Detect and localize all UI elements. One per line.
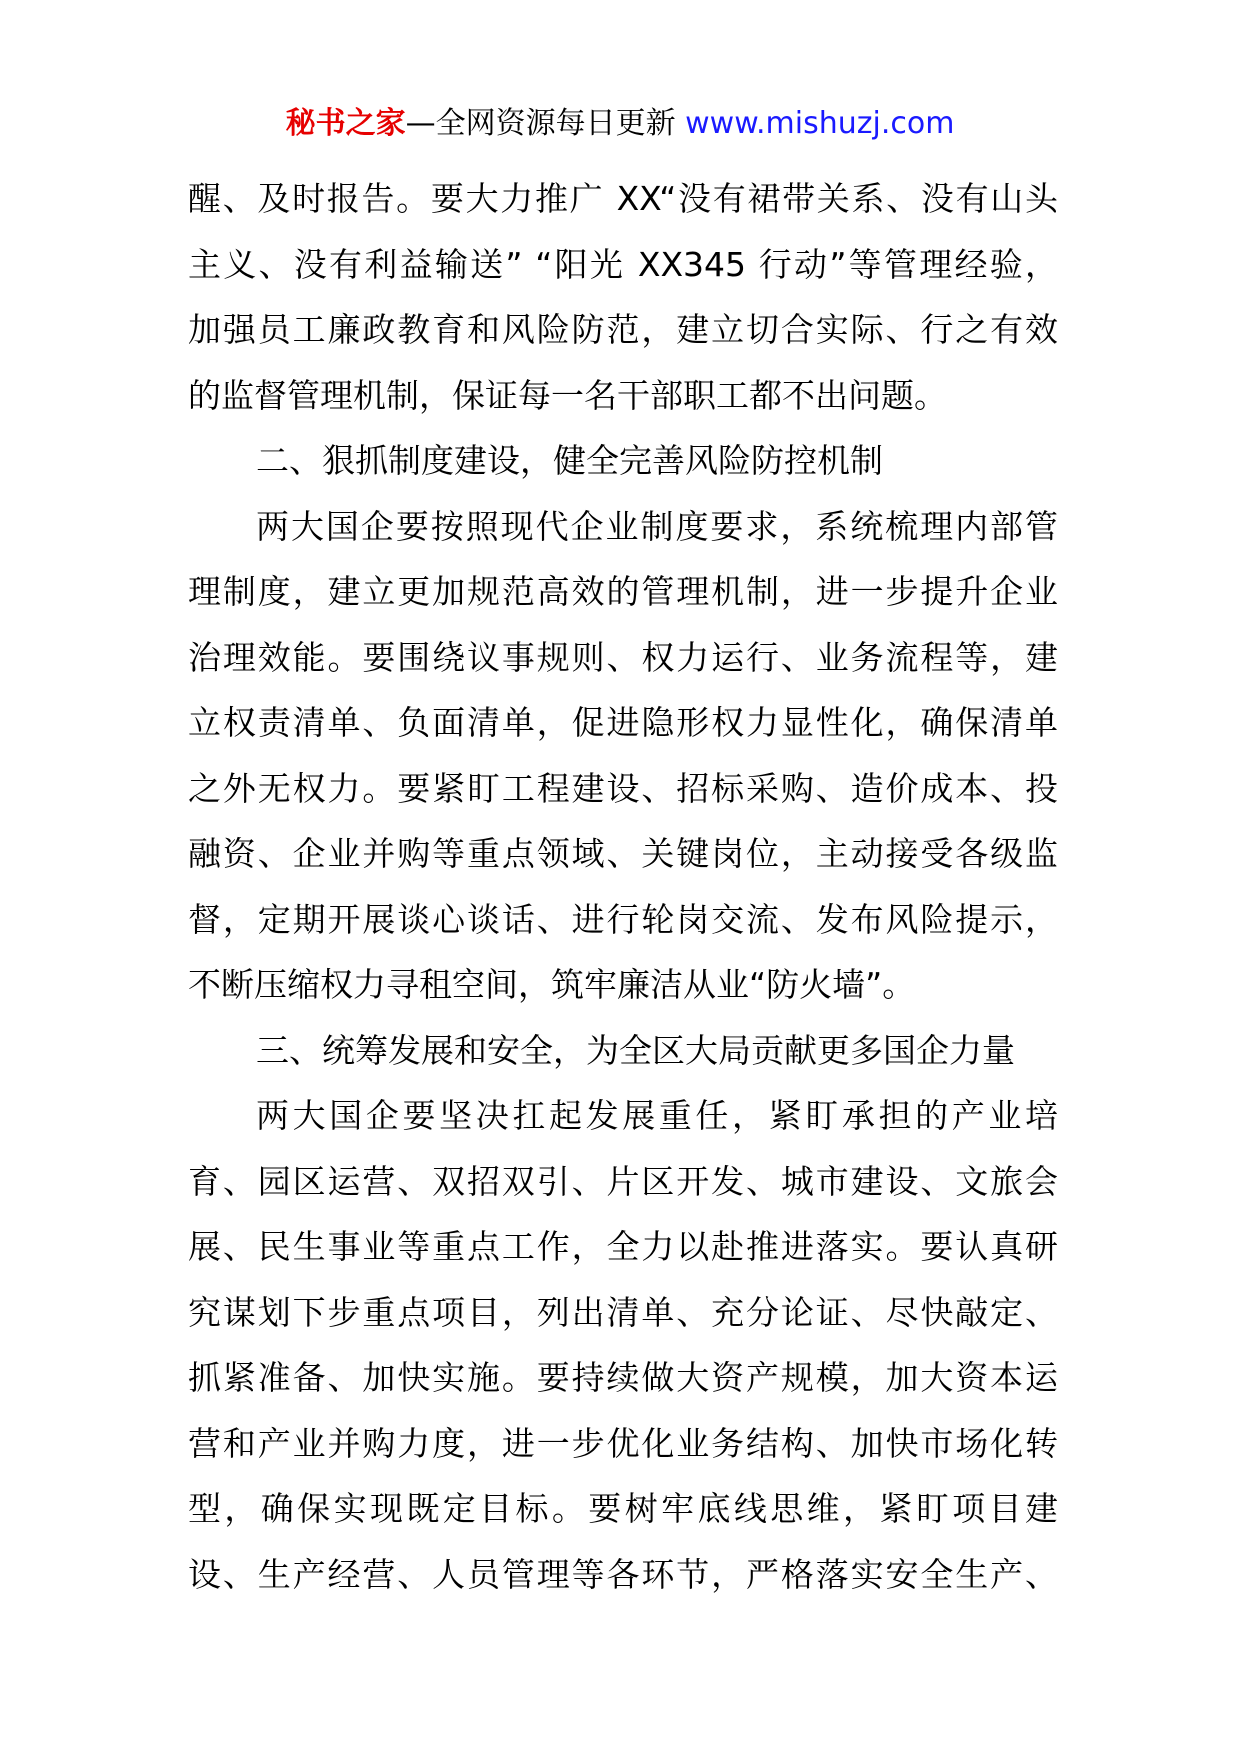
document-body [188,166,1058,1607]
text-line: 督，定期开展谈心谈话、进行轮岗交流、发布风险提示， [188,899,1058,939]
text-line: 立权责清单、负面清单，促进隐形权力显性化，确保清单 [188,703,1058,742]
text-line: 之外无权力。要紧盯工程建设、招标采购、造价成本、投 [188,768,1058,808]
text-line: 设、生产经营、人员管理等各环节，严格落实安全生产、 [188,1554,1058,1594]
header-tagline: —全网资源每日更新 [405,106,676,141]
brand-name: 秘书之家 [285,106,406,141]
text-line: 型，确保实现既定目标。要树牢底线思维，紧盯项目建 [188,1489,1058,1528]
text-line: 理制度，建立更加规范高效的管理机制，进一步提升企业 [188,572,1058,611]
text-line: 营和产业并购力度，进一步优化业务结构、加快市场化转 [188,1423,1058,1463]
section-heading: 三、统筹发展和安全，为全区大局贡献更多国企力量 [256,1030,1015,1070]
text-line: 融资、企业并购等重点领域、关键岗位，主动接受各级监 [188,834,1058,873]
text-line: 主义、没有利益输送” “阳光 XX345 行动”等管理经验， [188,244,1058,284]
text-line: 育、园区运营、双招双引、片区开发、城市建设、文旅会 [188,1161,1058,1201]
text-line: 两大国企要坚决扛起发展重任，紧盯承担的产业培 [256,1096,1058,1135]
website-link[interactable]: www.mishuzj.com [685,106,955,141]
text-line: 抓紧准备、加快实施。要持续做大资产规模，加大资本运 [188,1358,1058,1397]
text-line: 的监督管理机制，保证每一名干部职工都不出问题。 [188,375,947,415]
section-heading: 二、狠抓制度建设，健全完善风险防控机制 [256,441,883,480]
page-header [0,102,1240,146]
text-line: 治理效能。要围绕议事规则、权力运行、业务流程等，建 [188,637,1058,677]
text-line: 醒、及时报告。要大力推广 XX“没有裙带关系、没有山头 [188,179,1058,218]
text-line: 不断压缩权力寻租空间，筑牢廉洁从业“防火墙”。 [188,965,916,1004]
text-line: 展、民生事业等重点工作，全力以赴推进落实。要认真研 [188,1227,1058,1266]
text-line: 加强员工廉政教育和风险防范，建立切合实际、行之有效 [188,310,1058,349]
text-line: 两大国企要按照现代企业制度要求，系统梳理内部管 [256,506,1058,546]
text-line: 究谋划下步重点项目，列出清单、充分论证、尽快敲定、 [188,1292,1058,1332]
